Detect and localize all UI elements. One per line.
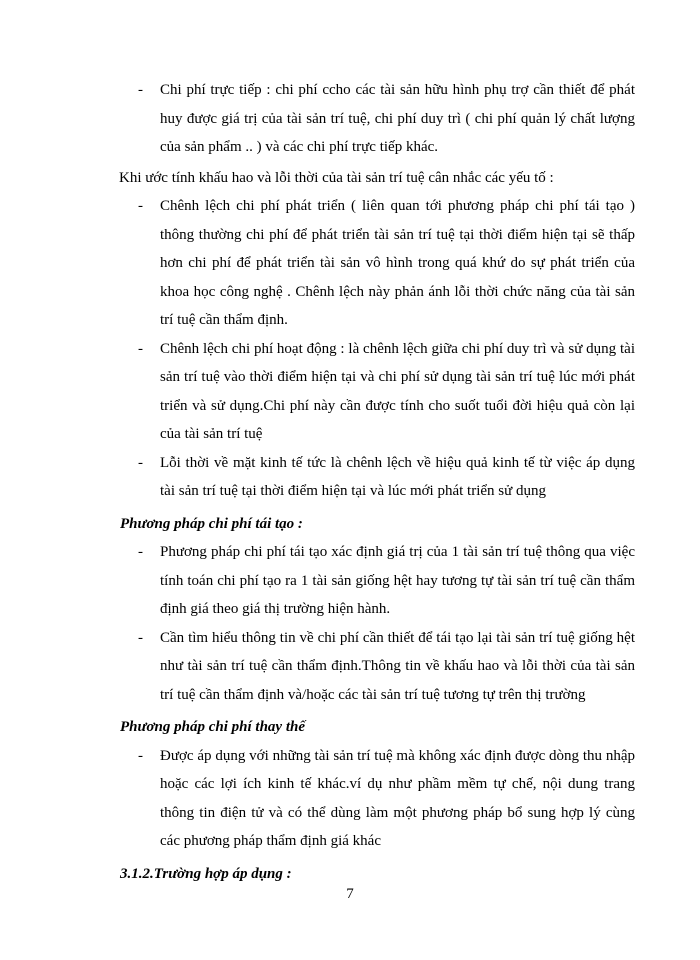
bullet-item-reproduction-definition: [138, 538, 635, 624]
bullet-dash: -: [138, 82, 143, 98]
section-heading-reproduction-cost: Phương pháp chi phí tái tạo :: [120, 515, 303, 532]
bullet-text: Chênh lệch chi phí phát triển ( liên quan tới phương pháp chi phí tái tạo ) thông thường chi phí để phát triển tài sản trí tuệ tại thời điểm hiện tại sẽ thấp hơn chi phí để phát triển tài sản vô hình trong quá khứ do sự phát triển của khoa học công nghệ . Chênh lệch này phản ánh lỗi thời chức năng của tài sản trí tuệ cần thẩm định.: [160, 198, 635, 328]
bullet-text: Cần tìm hiểu thông tin về chi phí cần thiết để tái tạo lại tài sản trí tuệ giống hệt như tài sản trí tuệ cần thẩm định.Thông tin về khấu hao và lỗi thời của tài sản trí tuệ cần thẩm định và/hoặc các tài sản trí tuệ tương tự trên thị trường: [160, 629, 635, 703]
bullet-text: Lỗi thời về mặt kinh tế tức là chênh lệch về hiệu quả kinh tế từ việc áp dụng tài sản trí tuệ tại thời điểm hiện tại và lúc mới phát triển sử dụng: [160, 454, 635, 499]
section-heading-application-cases: 3.1.2.Trường hợp áp dụng :: [120, 865, 292, 882]
bullet-dash: -: [138, 454, 143, 471]
bullet-dash: -: [138, 340, 143, 357]
bullet-text: Chi phí trực tiếp : chi phí ccho các tài sản hữu hình phụ trợ cần thiết để phát huy được giá trị của tài sản trí tuệ, chi phí duy trì ( chi phí quản lý chất lượng của sản phẩm .. ) và các chi phí trực tiếp khác.: [160, 82, 635, 155]
bullet-text: Chênh lệch chi phí hoạt động : là chênh lệch giữa chi phí duy trì và sử dụng tài sản trí tuệ vào thời điểm hiện tại và chi phí sử dụng tài sản trí tuệ lúc mới phát triển và sử dụng.Chi phí này cần được tính cho suốt tuổi đời hiệu quả còn lại của tài sản trí tuệ: [160, 340, 635, 442]
bullet-text: Phương pháp chi phí tái tạo xác định giá trị của 1 tài sản trí tuệ thông qua việc tính toán chi phí tạo ra 1 tài sản giống hệt hay tương tự tài sản trí tuệ cần thẩm định giá theo giá thị trường hiện hành.: [160, 544, 635, 617]
bullet-dash: -: [138, 629, 143, 646]
page-number: 7: [346, 886, 354, 902]
section-heading-replacement-cost: Phương pháp chi phí thay thế: [120, 719, 305, 735]
bullet-item-reproduction-info: [138, 624, 635, 710]
bullet-dash: -: [138, 544, 143, 560]
bullet-item-economic-obsolescence: [138, 449, 635, 506]
bullet-item-direct-cost: [138, 76, 635, 162]
bullet-dash: -: [138, 747, 143, 764]
intro-paragraph: Khi ước tính khấu hao và lỗi thời của tài sản trí tuệ cân nhắc các yếu tố :: [119, 169, 554, 186]
bullet-item-replacement-application: [138, 742, 635, 856]
bullet-dash: -: [138, 198, 143, 214]
page-content: [0, 76, 700, 888]
bullet-item-operating-cost: [138, 335, 635, 449]
bullet-text: Được áp dụng với những tài sản trí tuệ mà không xác định được dòng thu nhập hoặc các lợi ích kinh tế khác.ví dụ như phầm mềm tự chế, nội dung trang thông tin điện tử và có thể dùng làm một phương pháp bổ sung hợp lý cùng các phương pháp thẩm định giá khác: [160, 747, 635, 849]
bullet-item-development-cost: [138, 192, 635, 335]
